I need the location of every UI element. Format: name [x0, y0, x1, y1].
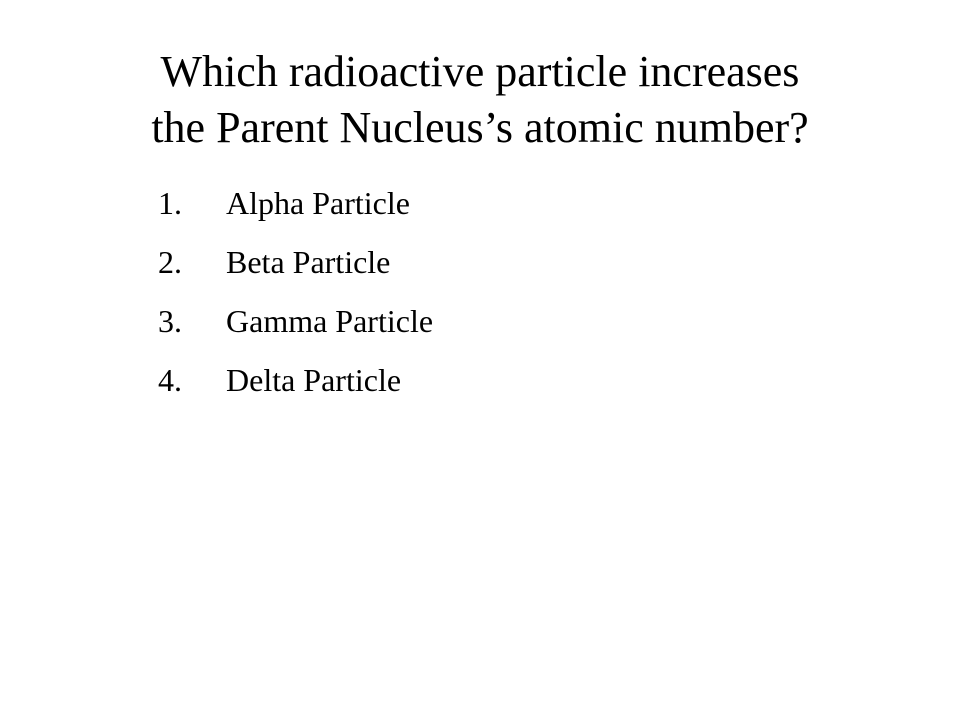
- title-line-2: the Parent Nucleus’s atomic number?: [151, 103, 809, 152]
- option-label: Delta Particle: [226, 362, 402, 398]
- option-label: Gamma Particle: [226, 303, 434, 339]
- answer-option: [158, 359, 433, 418]
- option-number: 2.: [158, 244, 182, 280]
- option-number: 4.: [158, 362, 182, 398]
- answer-option: [158, 182, 433, 241]
- answer-option: [158, 241, 433, 300]
- option-label: Beta Particle: [226, 244, 391, 280]
- answer-option: [158, 300, 433, 359]
- option-number: 3.: [158, 303, 182, 339]
- slide-title: [40, 44, 920, 156]
- option-number: 1.: [158, 185, 182, 221]
- answer-options-list: [158, 182, 433, 418]
- title-line-1: Which radioactive particle increases: [160, 47, 800, 96]
- option-label: Alpha Particle: [226, 185, 410, 221]
